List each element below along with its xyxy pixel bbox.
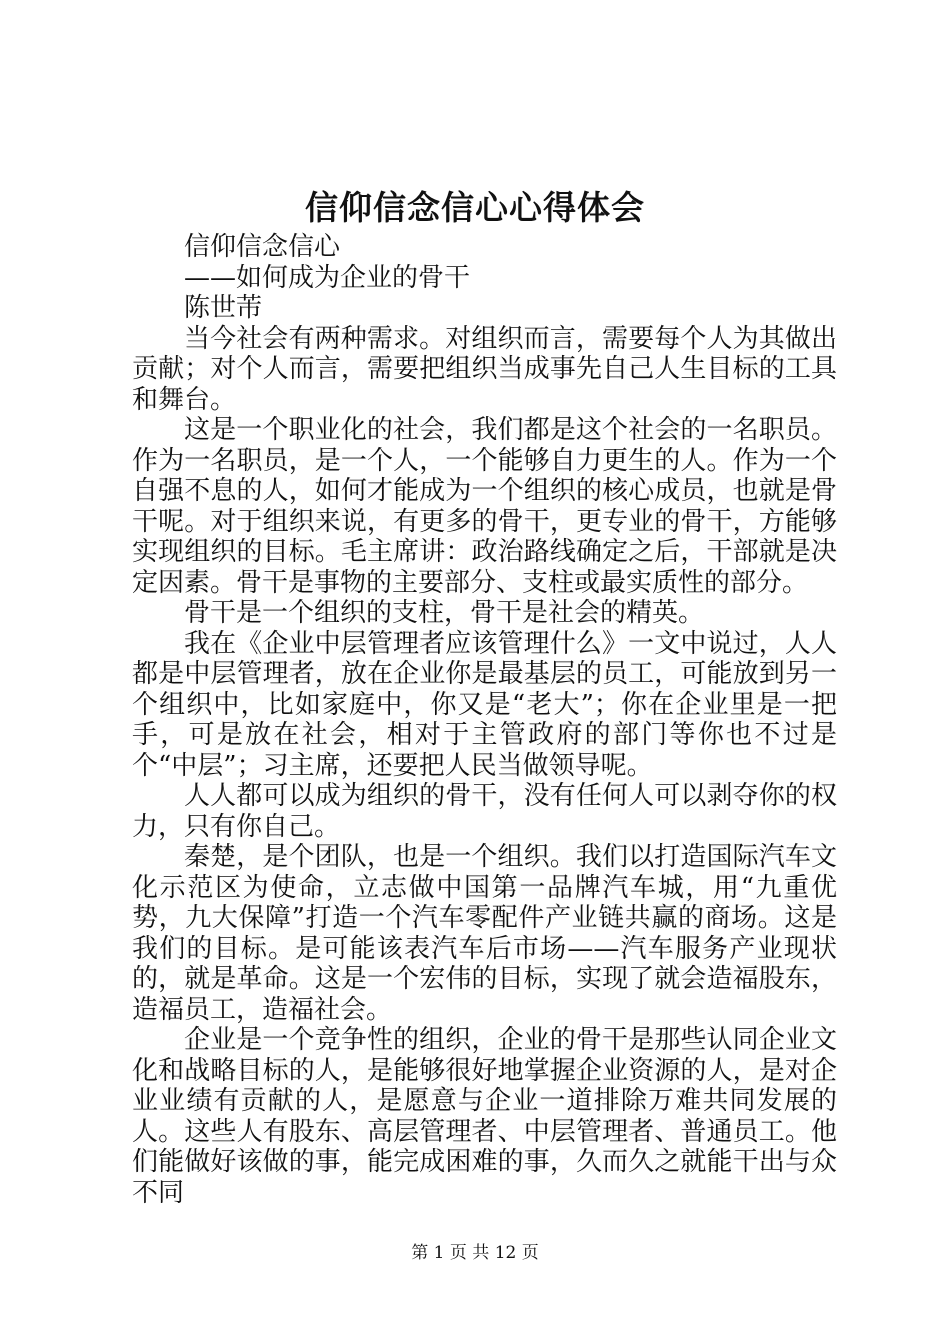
paragraph: 骨干是一个组织的支柱，骨干是社会的精英。 (184, 598, 705, 628)
page-number-footer: 第 1 页 共 12 页 (411, 1243, 539, 1263)
subtitle-tagline: ——如何成为企业的骨干 (184, 262, 471, 293)
author-name: 陈世芾 (184, 293, 263, 323)
paragraph: 这是一个职业化的社会，我们都是这个社会的一名职员。作为一名职员，是一个人，一个能够自力更生的人。作为一个自强不息的人，如何才能成为一个组织的核心成员，也就是骨干呢。对于组织来说，有更多的骨干，更专业的骨干，方能够实现组织的目标。毛主席讲：政治路线确定之后，干部就是决定因素。骨干是事物的主要部分、支柱或最实质性的部分。 (132, 415, 837, 598)
paragraph: 企业是一个竞争性的组织，企业的骨干是那些认同企业文化和战略目标的人，是能够很好地掌握企业资源的人，是对企业业绩有贡献的人，是愿意与企业一道排除万难共同发展的人。这些人有股东、高层管理者、中层管理者、普通员工。他们能做好该做的事，能完成困难的事，久而久之就能干出与众不同 (132, 1025, 837, 1208)
paragraph: 我在《企业中层管理者应该管理什么》一文中说过，人人都是中层管理者，放在企业你是最基层的员工，可能放到另一个组织中，比如家庭中，你又是“老大”；你在企业里是一把手，可是放在社会，相对于主管政府的部门等你也不过是个“中层”；习主席，还要把人民当做领导呢。 (132, 628, 837, 781)
document-body (132, 232, 837, 1208)
paragraph: 秦楚，是个团队，也是一个组织。我们以打造国际汽车文化示范区为使命，立志做中国第一品牌汽车城，用“九重优势，九大保障”打造一个汽车零配件产业链共赢的商场。这是我们的目标。是可能该表汽车后市场——汽车服务产业现状的，就是革命。这是一个宏伟的目标，实现了就会造福股东，造福员工，造福社会。 (132, 842, 837, 1025)
paragraph: 当今社会有两种需求。对组织而言，需要每个人为其做出贡献；对个人而言，需要把组织当成事先自己人生目标的工具和舞台。 (132, 323, 837, 415)
subtitle-heading: 信仰信念信心 (184, 232, 341, 262)
document-title: 信仰信念信心心得体会 (305, 188, 645, 227)
paragraph: 人人都可以成为组织的骨干，没有任何人可以剥夺你的权力，只有你自己。 (132, 781, 837, 842)
